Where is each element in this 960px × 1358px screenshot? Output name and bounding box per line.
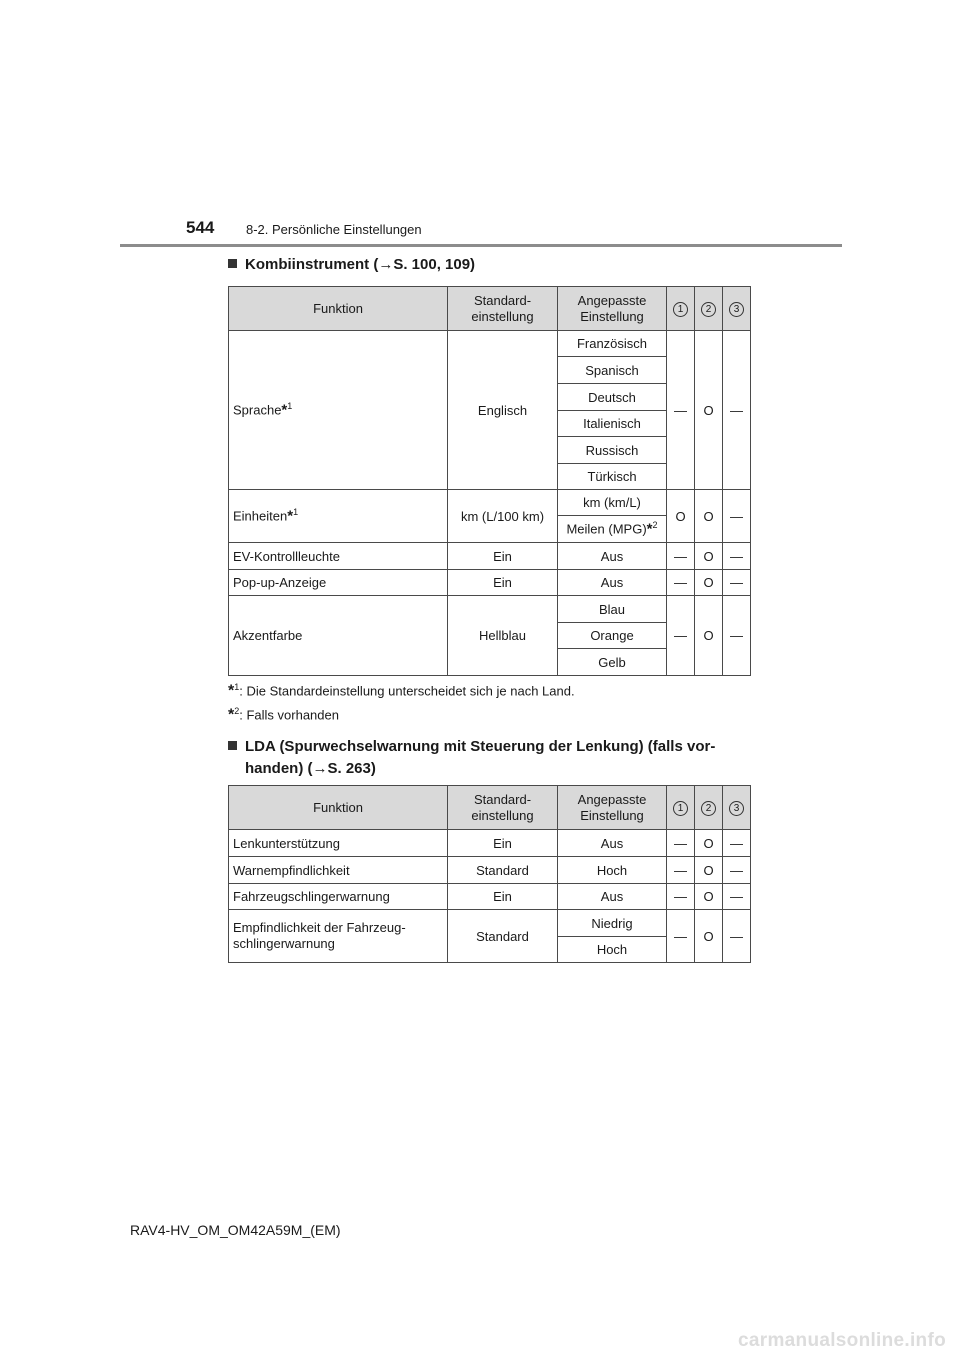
kombiinstrument-table [228, 286, 751, 676]
circled-3-icon: 3 [729, 801, 744, 816]
cell-c1: — [667, 543, 695, 570]
table-row-empf [229, 910, 751, 937]
cell-c2: O [695, 543, 723, 570]
header-col-1 [667, 287, 695, 331]
header-standard: Standard- einstellung [448, 786, 558, 830]
cell-default-akzent: Hellblau [448, 596, 558, 676]
cell-option: Aus [558, 570, 667, 596]
cell-default-sprache: Englisch [448, 331, 558, 490]
square-bullet-icon [228, 741, 237, 750]
cell-c2: O [695, 331, 723, 490]
circled-3-icon: 3 [729, 302, 744, 317]
cell-option: Gelb [558, 649, 667, 676]
cell-c1: — [667, 331, 695, 490]
header-col-2 [695, 786, 723, 830]
table-header-row [229, 287, 751, 331]
cell-option: Deutsch [558, 384, 667, 411]
header-angepasst: Angepasste Einstellung [558, 786, 667, 830]
table-row-schling [229, 884, 751, 910]
table-row-akzent [229, 596, 751, 623]
chapter-title: 8-2. Persönliche Einstellungen [246, 222, 422, 237]
circled-2-icon: 2 [701, 801, 716, 816]
cell-default-einheiten: km (L/100 km) [448, 490, 558, 543]
cell-c3: — [723, 884, 751, 910]
cell-default: Ein [448, 570, 558, 596]
cell-c2: O [695, 830, 723, 857]
cell-label-popup: Pop-up-Anzeige [229, 570, 448, 596]
cell-option: Hoch [558, 857, 667, 884]
cell-label: Empfindlichkeit der Fahrzeug- schlingerwarnung [229, 910, 448, 963]
cell-c3: — [723, 857, 751, 884]
table-row-popup [229, 570, 751, 596]
cell-c2: O [695, 884, 723, 910]
cell-label-einheiten: Einheiten*$^1$ [229, 490, 448, 543]
footnote-1: *$^1$: Die Standardeinstellung unterscheidet sich je nach Land. [228, 682, 575, 700]
cell-default: Standard [448, 857, 558, 884]
header-col-3 [723, 786, 751, 830]
table-row-ev [229, 543, 751, 570]
table-row-sprache [229, 331, 751, 357]
cell-c2: O [695, 570, 723, 596]
circled-2-icon: 2 [701, 302, 716, 317]
watermark: carmanualsonline.info [738, 1330, 946, 1351]
cell-option: Russisch [558, 437, 667, 464]
cell-option: Spanisch [558, 357, 667, 384]
cell-option: Orange [558, 623, 667, 649]
cell-option: Aus [558, 884, 667, 910]
header-angepasst: Angepasste Einstellung [558, 287, 667, 331]
page-number: 544 [186, 218, 215, 237]
cell-c2: O [695, 857, 723, 884]
section-title-kombiinstrument [228, 254, 475, 276]
cell-c3: — [723, 830, 751, 857]
cell-c3: — [723, 331, 751, 490]
square-bullet-icon [228, 259, 237, 268]
cell-option: Italienisch [558, 411, 667, 437]
cell-default: Ein [448, 830, 558, 857]
cell-c1: — [667, 910, 695, 963]
section-title-text: Kombiinstrument (→S. 100, 109) [245, 256, 476, 273]
cell-c2: O [695, 490, 723, 543]
cell-default: Standard [448, 910, 558, 963]
table-header-row [229, 786, 751, 830]
table-row-warn [229, 857, 751, 884]
lda-table [228, 785, 751, 963]
cell-c1: O [667, 490, 695, 543]
cell-option: Hoch [558, 937, 667, 963]
header-col-3 [723, 287, 751, 331]
cell-label: Lenkunterstützung [229, 830, 448, 857]
footnote-2: *$^2$: Falls vorhanden [228, 706, 339, 724]
cell-option: Niedrig [558, 910, 667, 937]
header-col-2 [695, 287, 723, 331]
cell-c1: — [667, 596, 695, 676]
cell-option: Aus [558, 830, 667, 857]
document-code: RAV4-HV_OM_OM42A59M_(EM) [130, 1222, 341, 1238]
section-title-lda: LDA (Spurwechselwarnung mit Steuerung der Lenkung) (falls vor- handen) (→S. 263) [228, 736, 748, 780]
cell-c2: O [695, 910, 723, 963]
cell-c3: — [723, 543, 751, 570]
cell-label: Warnempfindlichkeit [229, 857, 448, 884]
header-funktion: Funktion [229, 287, 448, 331]
cell-label-sprache: Sprache*$^1$ [229, 331, 448, 490]
circled-1-icon: 1 [673, 302, 688, 317]
cell-label: Fahrzeugschlingerwarnung [229, 884, 448, 910]
cell-label-akzent: Akzentfarbe [229, 596, 448, 676]
table-row-lenk [229, 830, 751, 857]
cell-option: Türkisch [558, 464, 667, 490]
cell-option: Französisch [558, 331, 667, 357]
header-rule [120, 244, 842, 247]
cell-default: Ein [448, 543, 558, 570]
table-row-einheiten [229, 490, 751, 516]
cell-option: km (km/L) [558, 490, 667, 516]
cell-c3: — [723, 910, 751, 963]
cell-c1: — [667, 830, 695, 857]
header-standard: Standard- einstellung [448, 287, 558, 331]
cell-default: Ein [448, 884, 558, 910]
cell-c3: — [723, 490, 751, 543]
cell-c1: — [667, 570, 695, 596]
cell-label-ev: EV-Kontrollleuchte [229, 543, 448, 570]
cell-c3: — [723, 596, 751, 676]
cell-option: Meilen (MPG)*$^2$ [558, 516, 667, 543]
cell-c3: — [723, 570, 751, 596]
cell-c1: — [667, 884, 695, 910]
cell-c2: O [695, 596, 723, 676]
header-col-1 [667, 786, 695, 830]
header-funktion: Funktion [229, 786, 448, 830]
cell-c1: — [667, 857, 695, 884]
cell-option: Aus [558, 543, 667, 570]
cell-option: Blau [558, 596, 667, 623]
circled-1-icon: 1 [673, 801, 688, 816]
